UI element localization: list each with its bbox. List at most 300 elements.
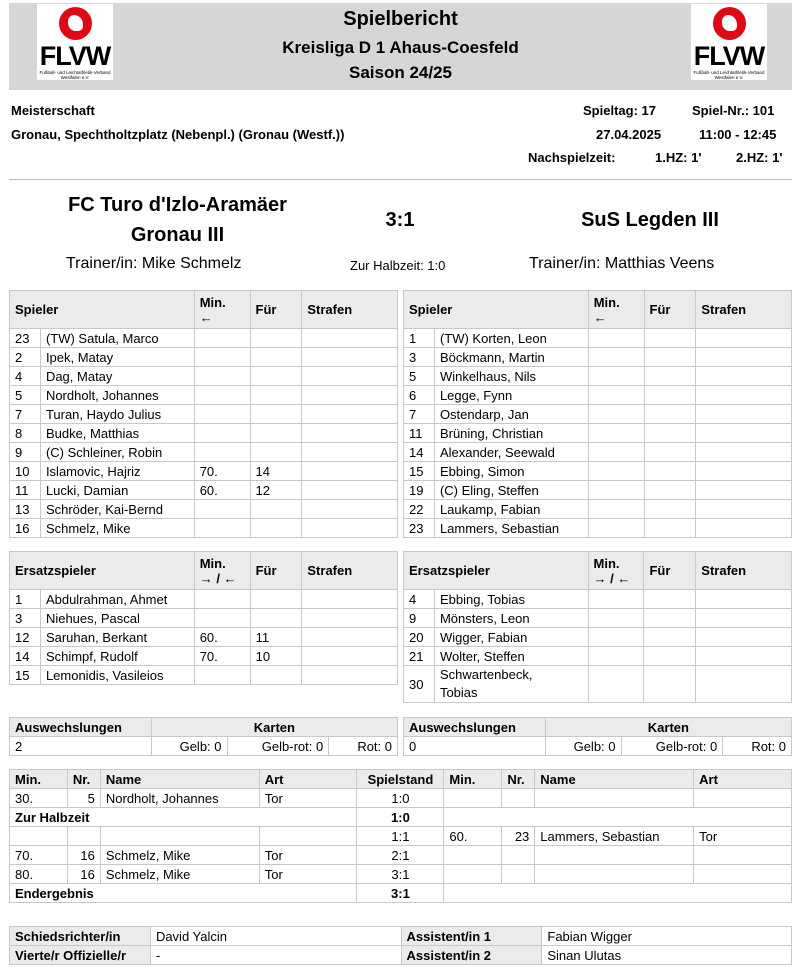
sub-for [644,348,696,367]
player-row [10,329,398,348]
player-number: 5 [10,386,41,405]
sub-for: 12 [250,481,302,500]
sub-for [250,519,302,538]
spieltag: Spieltag: 17 [583,103,656,118]
player-name: Nordholt, Johannes [40,386,194,405]
sub-minute [588,329,644,348]
event-row [10,846,792,865]
sub-minute [588,443,644,462]
penalties [302,500,398,519]
sub-for [250,329,302,348]
sub-minute [194,329,250,348]
player-row [10,666,398,685]
home-team-line2: Gronau III [130,224,225,246]
player-name: Winkelhaus, Nils [434,367,588,386]
col-ersatzspieler: Ersatzspieler [404,552,589,590]
col-min: Min. → / ← [194,552,250,590]
col-fuer: Für [250,552,302,590]
col-ersatzspieler: Ersatzspieler [10,552,195,590]
player-number: 1 [10,590,41,609]
penalties [302,424,398,443]
sub-minute [588,609,644,628]
player-name: Lemonidis, Vasileios [40,666,194,685]
penalties [302,405,398,424]
player-row [404,500,792,519]
nachspielzeit-label: Nachspielzeit: [528,150,616,165]
player-number: 22 [404,500,435,519]
player-row [404,405,792,424]
event-row [10,789,792,808]
player-row [404,647,792,666]
logo-subtitle: Fußball- und Leichtathletik-Verband Westfalen e.V. [39,70,111,80]
sub-minute [588,500,644,519]
sub-for [250,348,302,367]
home-event-type: Tor [259,846,357,865]
penalties [302,348,398,367]
yellow-cards: Gelb: 0 [151,737,227,756]
player-number: 23 [404,519,435,538]
home-event-minute [10,827,68,846]
sub-minute [588,367,644,386]
penalties [696,590,792,609]
col-fuer: Für [644,552,696,590]
sub-for: 10 [250,647,302,666]
sub-for: 11 [250,628,302,647]
sub-for [644,590,696,609]
player-name: Böckmann, Martin [434,348,588,367]
col-karten: Karten [545,718,791,737]
player-name: Abdulrahman, Ahmet [40,590,194,609]
assistant2-name: Sinan Ulutas [542,946,792,965]
player-number: 9 [404,609,435,628]
player-number: 30 [404,666,435,703]
sub-minute [588,348,644,367]
player-number: 20 [404,628,435,647]
sub-minute [588,481,644,500]
player-number: 1 [404,329,435,348]
player-name: (C) Eling, Steffen [434,481,588,500]
away-event-type [694,846,792,865]
player-number: 9 [10,443,41,462]
home-trainer: Trainer/in: Mike Schmelz [66,255,242,272]
sub-for [250,666,302,685]
player-row [10,367,398,386]
player-name: Ebbing, Simon [434,462,588,481]
penalties [302,462,398,481]
penalties [302,666,398,685]
player-number: 6 [404,386,435,405]
sub-minute [588,647,644,666]
halftime-score: Zur Halbzeit: 1:0 [350,258,446,273]
col-strafen: Strafen [696,552,792,590]
assistant2-label: Assistent/in 2 [401,946,542,965]
away-event-number: 23 [502,827,535,846]
away-event-minute: 60. [444,827,502,846]
player-number: 5 [404,367,435,386]
event-empty [444,808,792,827]
player-row [10,628,398,647]
player-name: Dag, Matay [40,367,194,386]
sub-minute [588,424,644,443]
home-event-name: Schmelz, Mike [100,865,259,884]
away-subs-table [403,551,792,703]
penalties [302,481,398,500]
horse-emblem-icon [713,7,746,40]
home-event-minute: 70. [10,846,68,865]
home-event-number: 5 [67,789,100,808]
sub-for [644,500,696,519]
player-name: Lammers, Sebastian [434,519,588,538]
penalties [696,647,792,666]
sub-minute [194,666,250,685]
player-row [404,481,792,500]
col-strafen: Strafen [302,291,398,329]
page-title: Spielbericht [343,8,458,30]
sub-minute [588,628,644,647]
away-trainer: Trainer/in: Matthias Veens [529,255,715,272]
player-row [10,462,398,481]
substitution-count: 0 [404,737,546,756]
away-event-minute [444,789,502,808]
sub-for [644,443,696,462]
col-spielstand: Spielstand [357,770,444,789]
player-name-line1: Schwartenbeck, [439,667,533,682]
penalties [696,405,792,424]
col-spieler: Spieler [404,291,589,329]
home-event-minute: 80. [10,865,68,884]
sub-for [250,367,302,386]
event-label: Endergebnis [10,884,357,903]
player-row [10,424,398,443]
home-event-name: Schmelz, Mike [100,846,259,865]
player-name: Wolter, Steffen [434,647,588,666]
season: Saison 24/25 [348,63,452,82]
sub-minute: 60. [194,628,250,647]
player-number: 8 [10,424,41,443]
home-lineup-table [9,290,398,538]
sub-for [644,405,696,424]
player-number: 16 [10,519,41,538]
referee-label: Schiedsrichter/in [10,927,151,946]
penalties [696,462,792,481]
penalties [696,348,792,367]
player-row [404,348,792,367]
col-art: Art [259,770,357,789]
col-nr: Nr. [67,770,100,789]
player-name: Turan, Haydo Julius [40,405,194,424]
sub-for [644,424,696,443]
penalties [696,481,792,500]
player-number: 19 [404,481,435,500]
away-event-number [502,846,535,865]
player-name: Budke, Matthias [40,424,194,443]
fourth-official-label: Vierte/r Offizielle/r [10,946,151,965]
player-name: Laukamp, Fabian [434,500,588,519]
sub-for: 14 [250,462,302,481]
penalties [302,647,398,666]
away-event-number [502,865,535,884]
flvw-logo [691,4,767,80]
sub-for [250,500,302,519]
venue: Gronau, Spechtholtzplatz (Nebenpl.) (Gronau (Westf.)) [11,127,345,142]
player-row [10,443,398,462]
away-lineup-table [403,290,792,538]
event-empty [444,884,792,903]
player-name: Saruhan, Berkant [40,628,194,647]
player-name: (C) Schleiner, Robin [40,443,194,462]
away-event-name [535,789,694,808]
sub-for [644,609,696,628]
sub-minute [194,519,250,538]
sub-minute: 70. [194,647,250,666]
player-number: 4 [404,590,435,609]
red-cards: Rot: 0 [329,737,398,756]
col-min: Min. ← [588,291,644,329]
penalties [696,424,792,443]
home-event-type: Tor [259,789,357,808]
league-name: Kreisliga D 1 Ahaus-Coesfeld [282,38,519,57]
player-name: Schröder, Kai-Bernd [40,500,194,519]
player-row [404,666,792,703]
event-row [10,808,792,827]
match-date: 27.04.2025 [596,127,662,142]
player-number: 7 [404,405,435,424]
penalties [302,519,398,538]
sub-minute: 70. [194,462,250,481]
penalties [696,500,792,519]
away-team: SuS Legden III [581,209,719,231]
player-name: Ipek, Matay [40,348,194,367]
report-header [9,3,792,90]
event-row [10,827,792,846]
sub-minute [588,462,644,481]
away-event-name [535,865,694,884]
assistant1-name: Fabian Wigger [542,927,792,946]
penalties [302,628,398,647]
player-number: 7 [10,405,41,424]
final-score: 3:1 [385,209,415,231]
penalties [302,329,398,348]
sub-minute [194,424,250,443]
referee-name: David Yalcin [150,927,401,946]
officials-table [9,926,792,965]
home-subs-table [9,551,398,685]
sub-minute [194,443,250,462]
player-name: Brüning, Christian [434,424,588,443]
player-row [404,424,792,443]
sub-for [250,590,302,609]
match-events-table [9,769,792,903]
player-name: Alexander, Seewald [434,443,588,462]
event-score: 3:1 [357,884,444,903]
fourth-official-name: - [150,946,401,965]
away-event-type [694,789,792,808]
event-score: 1:1 [357,827,444,846]
player-name: Schmelz, Mike [40,519,194,538]
home-event-type: Tor [259,865,357,884]
player-row [404,443,792,462]
player-row [10,405,398,424]
penalties [696,443,792,462]
sub-for [644,367,696,386]
sub-for [644,666,696,703]
player-name: Lucki, Damian [40,481,194,500]
home-event-name: Nordholt, Johannes [100,789,259,808]
col-karten: Karten [151,718,397,737]
col-name: Name [535,770,694,789]
sub-for [644,481,696,500]
col-spieler: Spieler [10,291,195,329]
penalties [302,386,398,405]
yellow-red-cards: Gelb-rot: 0 [227,737,329,756]
event-row [10,865,792,884]
player-name: Mönsters, Leon [434,609,588,628]
away-event-type [694,865,792,884]
player-name: Ostendarp, Jan [434,405,588,424]
away-event-name: Lammers, Sebastian [535,827,694,846]
home-event-name [100,827,259,846]
player-name: Ebbing, Tobias [434,590,588,609]
col-min: Min. ← [194,291,250,329]
sub-minute [588,386,644,405]
col-art: Art [694,770,792,789]
sub-minute [194,500,250,519]
penalties [302,609,398,628]
substitution-count: 2 [10,737,152,756]
player-row [404,367,792,386]
col-fuer: Für [644,291,696,329]
penalties [302,367,398,386]
col-min: Min. [444,770,502,789]
sub-for [644,462,696,481]
player-number: 10 [10,462,41,481]
sub-minute [588,590,644,609]
player-number: 2 [10,348,41,367]
home-event-number [67,827,100,846]
col-min: Min. [10,770,68,789]
event-score: 2:1 [357,846,444,865]
sub-minute [588,405,644,424]
col-strafen: Strafen [696,291,792,329]
away-event-name [535,846,694,865]
col-auswechslungen: Auswechslungen [404,718,546,737]
player-name: Niehues, Pascal [40,609,194,628]
player-number: 23 [10,329,41,348]
player-number: 3 [10,609,41,628]
sub-minute: 60. [194,481,250,500]
event-score: 1:0 [357,808,444,827]
first-half-extra: 1.HZ: 1' [655,150,702,165]
col-fuer: Für [250,291,302,329]
sub-minute [194,386,250,405]
player-number: 11 [404,424,435,443]
col-nr: Nr. [502,770,535,789]
sub-for [644,329,696,348]
competition: Meisterschaft [11,103,95,118]
penalties [696,519,792,538]
player-row [404,462,792,481]
player-row [404,590,792,609]
home-event-minute: 30. [10,789,68,808]
event-score: 3:1 [357,865,444,884]
player-row [404,329,792,348]
second-half-extra: 2.HZ: 1' [736,150,783,165]
sub-minute [194,405,250,424]
logo-text: FLVW [693,41,765,71]
away-event-number [502,789,535,808]
away-event-minute [444,846,502,865]
home-event-type [259,827,357,846]
col-min: Min. → / ← [588,552,644,590]
player-row [10,519,398,538]
player-row [10,647,398,666]
player-number: 21 [404,647,435,666]
penalties [302,590,398,609]
player-row [10,500,398,519]
event-score: 1:0 [357,789,444,808]
sub-minute [588,519,644,538]
player-row [404,609,792,628]
home-event-number: 16 [67,865,100,884]
player-number: 14 [404,443,435,462]
sub-for [250,424,302,443]
player-number: 13 [10,500,41,519]
player-row [10,348,398,367]
penalties [696,609,792,628]
home-summary-table [9,717,398,756]
player-name: (TW) Satula, Marco [40,329,194,348]
home-team [30,190,325,250]
away-event-minute [444,865,502,884]
player-number: 11 [10,481,41,500]
assistant1-label: Assistent/in 1 [401,927,542,946]
sub-for [250,609,302,628]
match-time: 11:00 - 12:45 [699,127,777,142]
sub-for [644,519,696,538]
spiel-nr: Spiel-Nr.: 101 [692,103,775,118]
player-name: Wigger, Fabian [434,628,588,647]
penalties [696,628,792,647]
penalties [696,329,792,348]
player-number: 15 [10,666,41,685]
player-number: 3 [404,348,435,367]
sub-minute [194,590,250,609]
player-row [10,386,398,405]
sub-for [644,647,696,666]
player-row [10,609,398,628]
col-name: Name [100,770,259,789]
sub-for [250,443,302,462]
yellow-red-cards: Gelb-rot: 0 [621,737,723,756]
penalties [302,443,398,462]
away-summary-table [403,717,792,756]
event-row [10,884,792,903]
player-number: 12 [10,628,41,647]
player-row [10,481,398,500]
player-name-line2: Tobias [439,685,478,700]
divider [9,179,792,180]
player-name [434,666,588,703]
player-name: Islamovic, Hajriz [40,462,194,481]
home-team-line1: FC Turo d'Izlo-Aramäer [68,194,287,216]
player-row [404,386,792,405]
logo-subtitle: Fußball- und Leichtathletik-Verband Westfalen e.V. [693,70,765,80]
player-name: Schimpf, Rudolf [40,647,194,666]
player-number: 4 [10,367,41,386]
penalties [696,367,792,386]
sub-for [644,628,696,647]
col-auswechslungen: Auswechslungen [10,718,152,737]
